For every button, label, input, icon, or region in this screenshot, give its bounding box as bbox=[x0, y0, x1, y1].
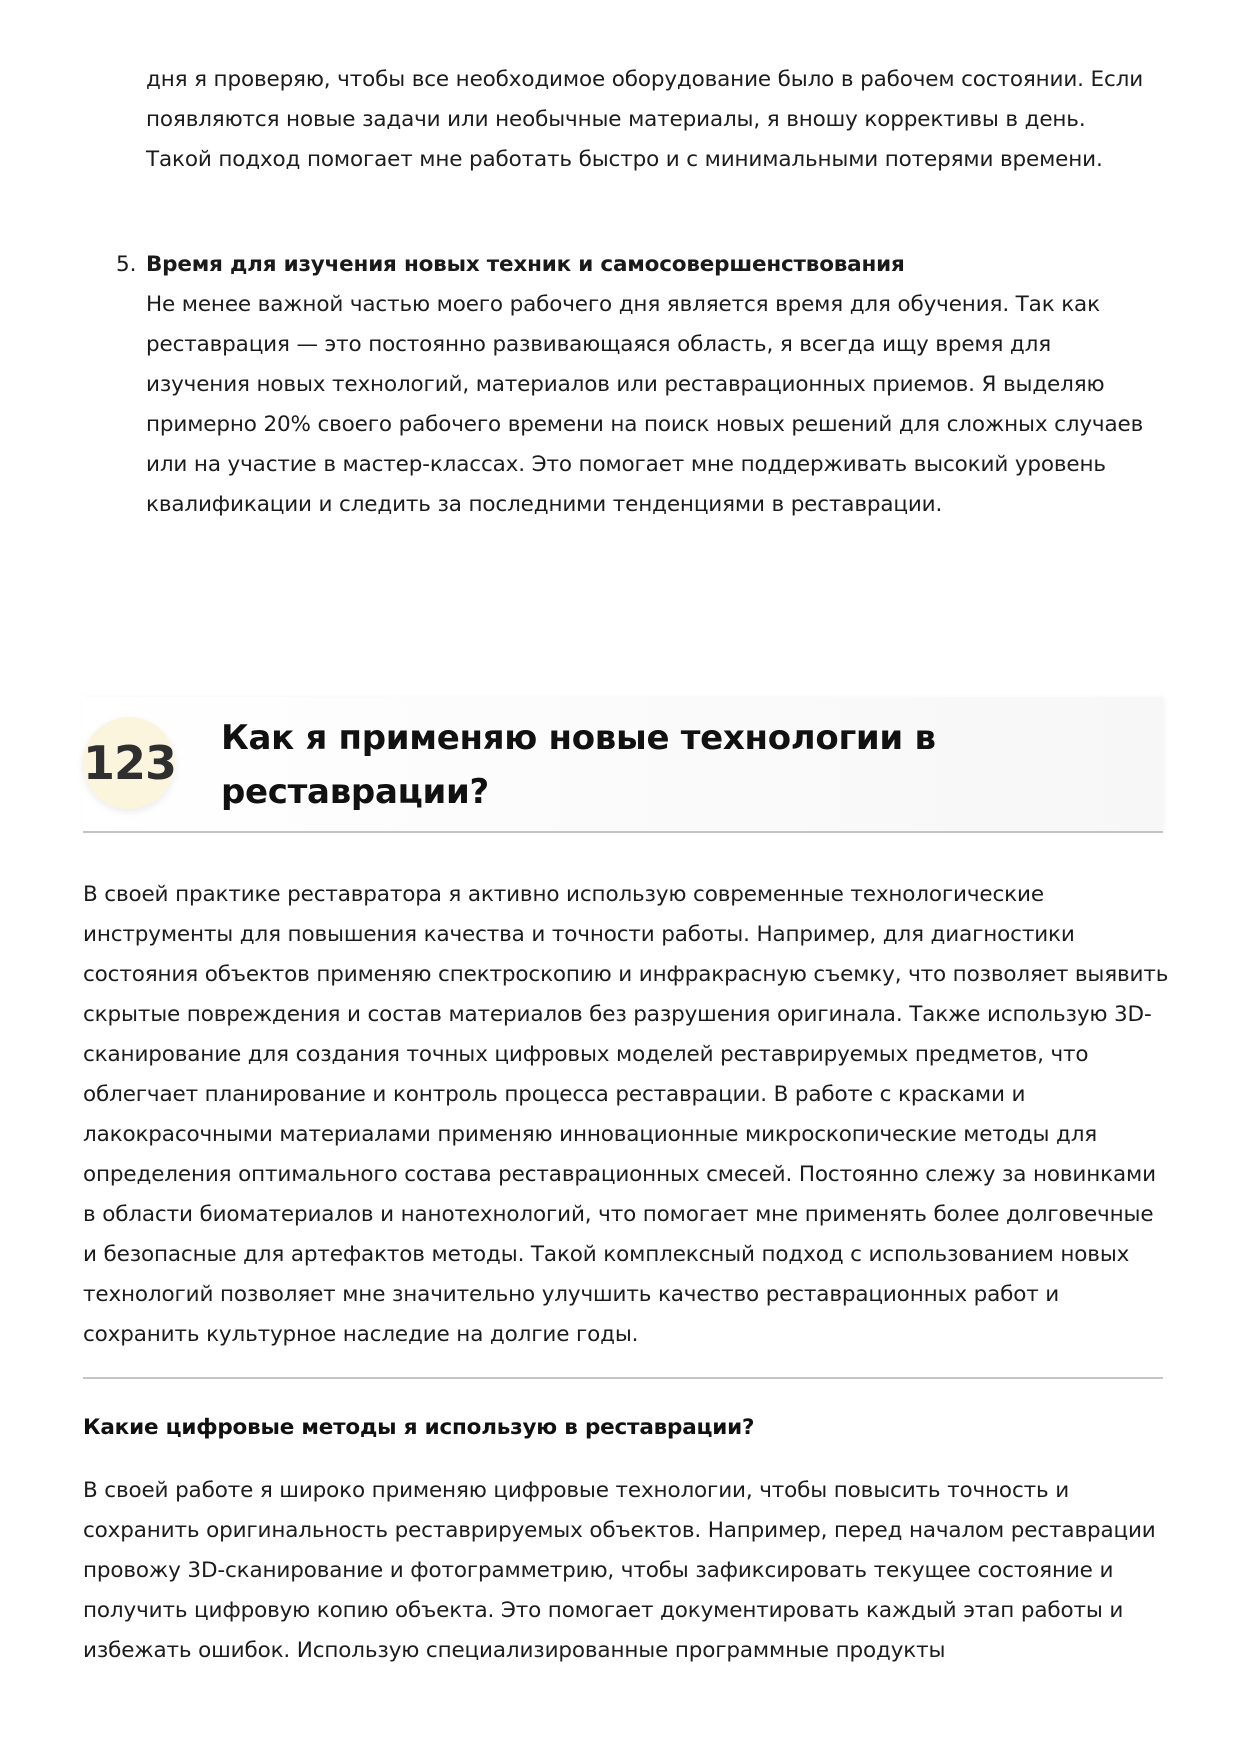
list-item-content bbox=[146, 245, 1156, 525]
section-body: В своей практике реставратора я активно использую современные технологические инструменты для повышения качества и точности работы. Например, для диагностики состояния объектов применяю спектроскопию и инфракрасную съемку, что позволяет выявить скрытые повреждения и состав материалов без разрушения оригинала. Также использую 3D-сканирование для создания точных цифровых моделей реставрируемых предметов, что облегчает планирование и контроль процесса реставрации. В работе с красками и лакокрасочными материалами применяю инновационные микроскопические методы для определения оптимального состава реставрационных смесей. Постоянно слежу за новинками в области биоматериалов и нанотехнологий, что помогает мне применять более долговечные и безопасные для артефактов методы. Такой комплексный подход с использованием новых технологий позволяет мне значительно улучшить качество реставрационных работ и сохранить культурное наследие на долгие годы. bbox=[83, 882, 1169, 1347]
continued-paragraph: дня я проверяю, чтобы все необходимое оборудование было в рабочем состоянии. Если появляются новые задачи или необычные материалы, я вношу коррективы в день. Такой подход помогает мне работать быстро и с минимальными потерями времени. bbox=[146, 67, 1144, 172]
subsection-body: В своей работе я широко применяю цифровые технологии, чтобы повысить точность и сохранить оригинальность реставрируемых объектов. Например, перед началом реставрации провожу 3D-сканирование и фотограмметрию, чтобы зафиксировать текущее состояние и получить цифровую копию объекта. Это помогает документировать каждый этап работы и избежать ошибок. Использую специализированные программные продукты bbox=[83, 1478, 1156, 1663]
section-divider bbox=[83, 831, 1163, 833]
section-header bbox=[83, 697, 1163, 831]
subsection-title: Какие цифровые методы я использую в реставрации? bbox=[83, 1415, 755, 1440]
section-number-badge: 123 bbox=[83, 717, 175, 809]
list-item bbox=[116, 245, 1156, 525]
list-item-title: Время для изучения новых техник и самосовершенствования bbox=[146, 252, 905, 277]
subsection-divider bbox=[83, 1377, 1163, 1379]
section-title: Как я применяю новые технологии в реставрации? bbox=[221, 718, 936, 812]
list-item-number: 5. bbox=[116, 252, 137, 277]
list-item-text: Не менее важной частью моего рабочего дня является время для обучения. Так как реставрация — это постоянно развивающаяся область, я всегда ищу время для изучения новых технологий, материалов или реставрационных приемов. Я выделяю примерно 20% своего рабочего времени на поиск новых решений для сложных случаев или на участие в мастер-классах. Это помогает мне поддерживать высокий уровень квалификации и следить за последними тенденциями в реставрации. bbox=[146, 292, 1144, 517]
